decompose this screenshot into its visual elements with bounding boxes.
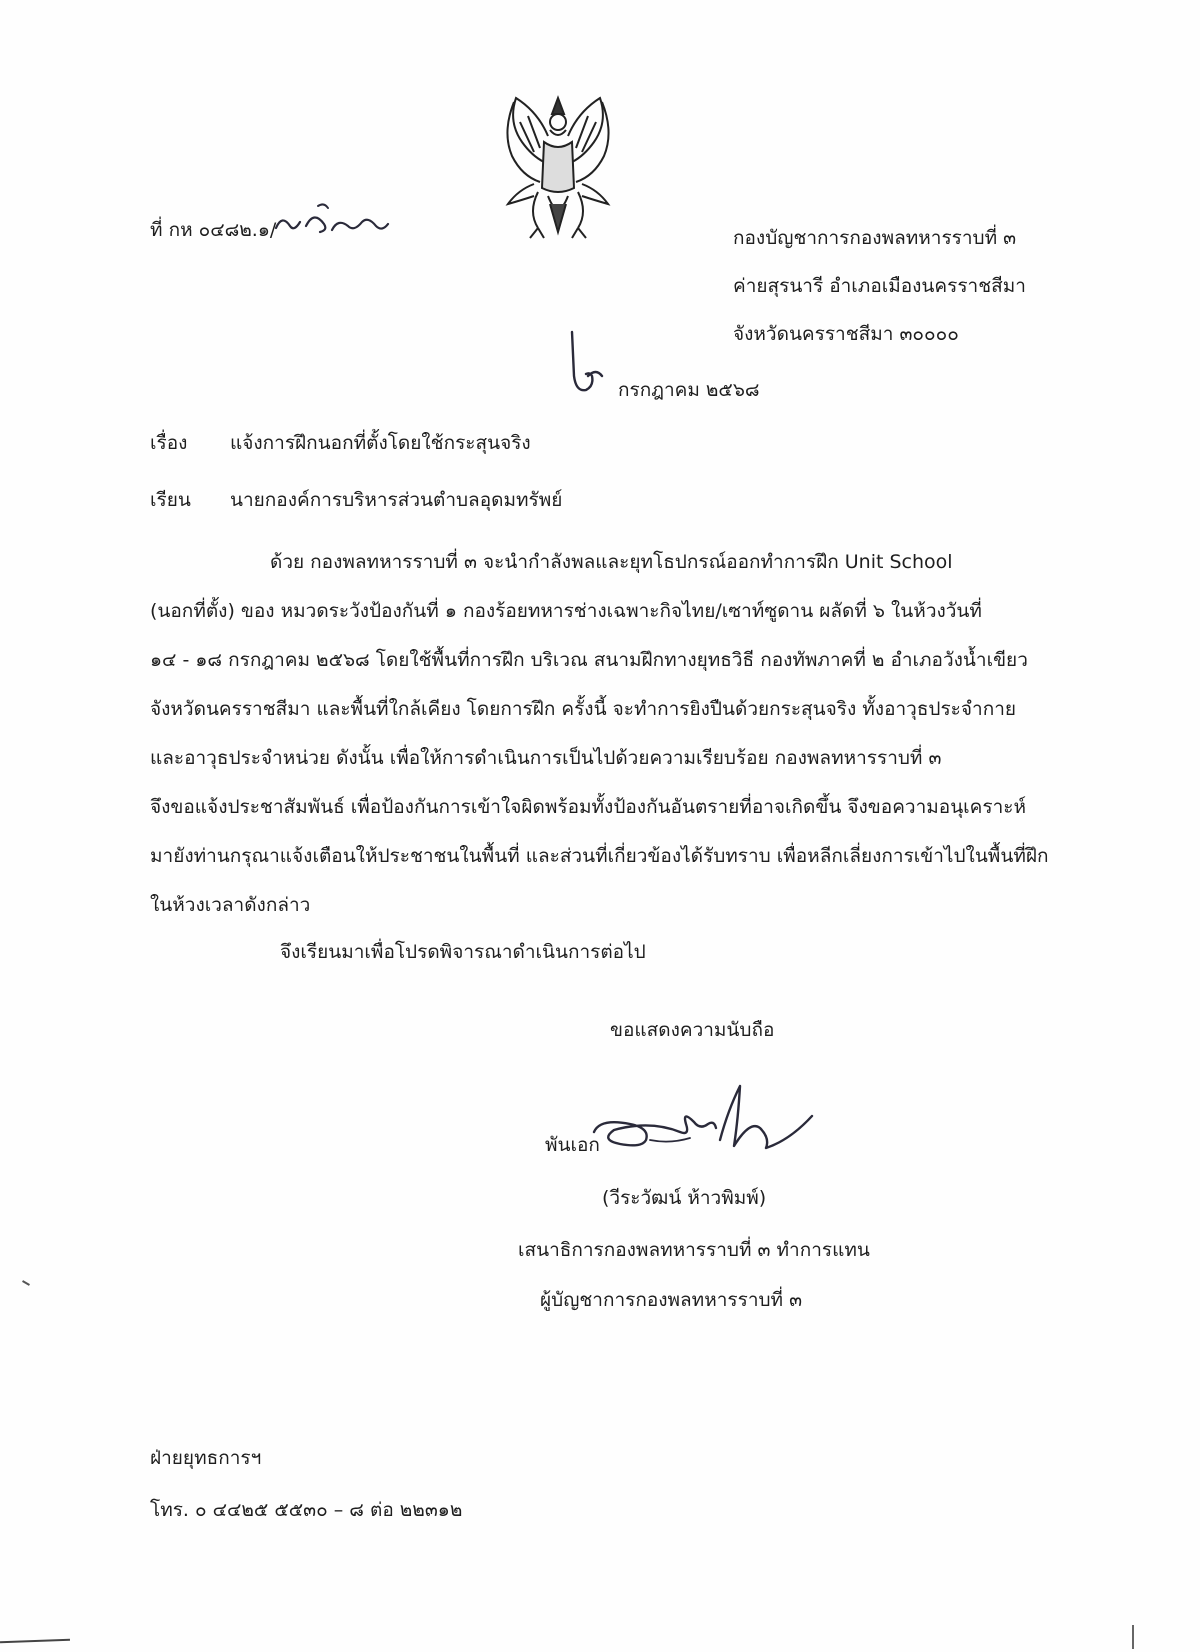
address-line-camp: ค่ายสุรนารี อำเภอเมืองนครราชสีมา — [733, 275, 1026, 297]
body-line: ๑๔ - ๑๘ กรกฎาคม ๒๕๖๘ โดยใช้พื้นที่การฝึก บริเวณ สนามฝึกทางยุทธวิธี กองทัพภาคที่ ๒ อำเภอวังน้ำเขียว — [150, 649, 1028, 671]
subject-label: เรื่อง — [150, 432, 188, 454]
signatory-position-line-1: เสนาธิการกองพลทหารราบที่ ๓ ทำการแทน — [518, 1239, 870, 1261]
signatory-name: (วีระวัฒน์ ห้าวพิมพ์) — [602, 1187, 767, 1209]
scan-edge-mark — [1132, 1625, 1134, 1649]
handwritten-date-day — [568, 328, 608, 400]
signatory-rank: พันเอก — [545, 1134, 600, 1156]
body-line: (นอกที่ตั้ง) ของ หมวดระวังป้องกันที่ ๑ กองร้อยทหารช่างเฉพาะกิจไทย/เซาท์ซูดาน ผลัดที่ ๖ ในห้วงวันที่ — [150, 600, 982, 622]
body-line: มายังท่านกรุณาแจ้งเตือนให้ประชาชนในพื้นที่ และส่วนที่เกี่ยวข้องได้รับทราบ เพื่อหลีกเลี่ยงการเข้าไปในพื้นที่ฝึก — [150, 845, 1049, 867]
body-line: และอาวุธประจำหน่วย ดังนั้น เพื่อให้การดำเนินการเป็นไปด้วยความเรียบร้อย กองพลทหารราบที่ ๓ — [150, 747, 942, 769]
body-line: จึงขอแจ้งประชาสัมพันธ์ เพื่อป้องกันการเข้าใจผิดพร้อมทั้งป้องกันอันตรายที่อาจเกิดขึ้น จึงขอความอนุเคราะห์ — [150, 796, 1026, 818]
handwritten-signature — [590, 1080, 820, 1160]
body-line: จังหวัดนครราชสีมา และพื้นที่ใกล้เคียง โดยการฝึก ครั้งนี้ จะทำการยิงปืนด้วยกระสุนจริง ทั้งอาวุธประจำกาย — [150, 698, 1016, 720]
regards-line: ขอแสดงความนับถือ — [610, 1019, 775, 1041]
recipient-text: นายกองค์การบริหารส่วนตำบลอุดมทรัพย์ — [230, 489, 563, 511]
subject-text: แจ้งการฝึกนอกที่ตั้งโดยใช้กระสุนจริง — [230, 432, 531, 454]
signatory-position-line-2: ผู้บัญชาการกองพลทหารราบที่ ๓ — [540, 1289, 803, 1311]
letter-date: กรกฎาคม ๒๕๖๘ — [618, 379, 760, 401]
garuda-emblem-icon — [478, 92, 638, 242]
address-line-province: จังหวัดนครราชสีมา ๓๐๐๐๐ — [733, 323, 959, 345]
body-line: ในห้วงเวลาดังกล่าว — [150, 894, 311, 916]
closing-sentence: จึงเรียนมาเพื่อโปรดพิจารณาดำเนินการต่อไป — [280, 941, 646, 963]
scan-speck — [22, 1280, 30, 1286]
contact-phone: โทร. ๐ ๔๔๒๕ ๕๕๓๐ – ๘ ต่อ ๒๒๓๑๒ — [150, 1499, 463, 1521]
recipient-label: เรียน — [150, 489, 191, 511]
address-line-unit: กองบัญชาการกองพลทหารราบที่ ๓ — [733, 227, 1017, 249]
reference-number: ที่ กห ๐๔๘๒.๑/ — [150, 219, 277, 241]
issuing-department: ฝ่ายยุทธการฯ — [150, 1447, 262, 1469]
body-line: ด้วย กองพลทหารราบที่ ๓ จะนำกำลังพลและยุทโธปกรณ์ออกทำการฝึก Unit School — [270, 551, 953, 573]
handwritten-reference-number — [272, 200, 392, 240]
scan-edge-mark — [0, 1639, 70, 1643]
